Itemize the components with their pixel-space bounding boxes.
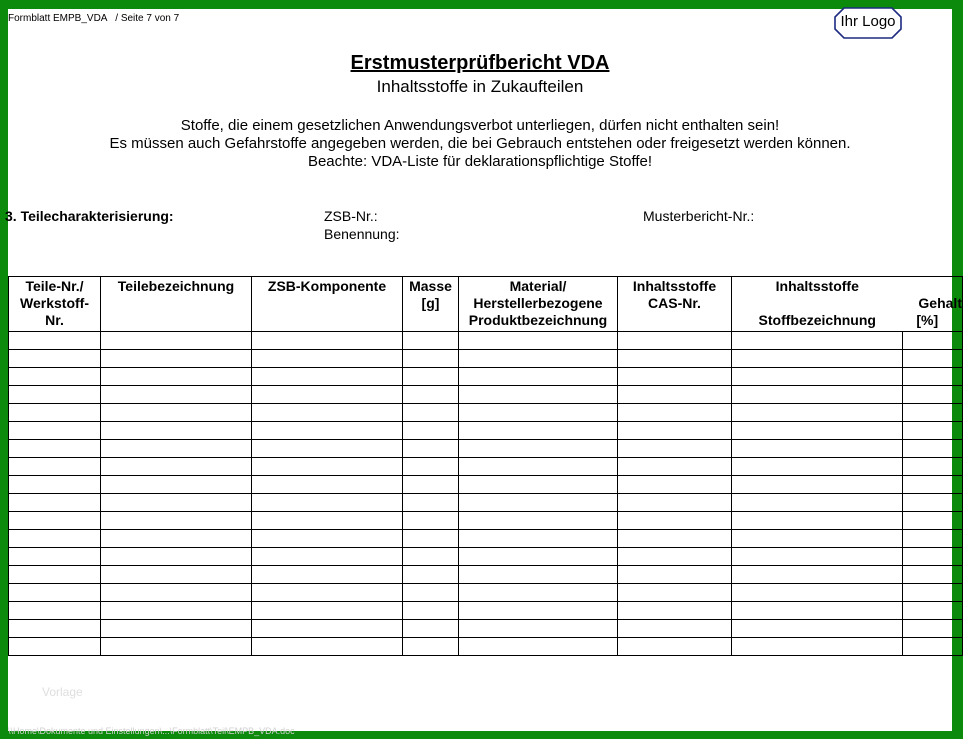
table-cell[interactable] [618, 440, 732, 458]
notice-line: Stoffe, die einem gesetzlichen Anwendungsverbot unterliegen, dürfen nicht enthalten sein! [180, 117, 780, 134]
table-cell[interactable] [9, 404, 101, 422]
table-cell[interactable] [252, 620, 403, 638]
table-cell[interactable] [459, 368, 618, 386]
table-cell[interactable] [252, 638, 403, 656]
table-cell[interactable] [903, 602, 963, 620]
table-cell[interactable] [403, 566, 459, 584]
table-cell[interactable] [9, 566, 101, 584]
table-cell[interactable] [101, 386, 252, 404]
table-row [9, 620, 963, 638]
table-cell[interactable] [618, 332, 732, 350]
table-cell[interactable] [903, 458, 963, 476]
table-cell[interactable] [903, 548, 963, 566]
table-cell[interactable] [403, 404, 459, 422]
table-cell[interactable] [9, 638, 101, 656]
table-cell[interactable] [618, 350, 732, 368]
table-cell[interactable] [9, 350, 101, 368]
table-cell[interactable] [101, 404, 252, 422]
table-cell[interactable] [732, 368, 903, 386]
table-cell[interactable] [732, 602, 903, 620]
table-cell[interactable] [9, 332, 101, 350]
table-cell[interactable] [252, 404, 403, 422]
form-sheet [5, 9, 962, 736]
table-cell[interactable] [459, 566, 618, 584]
table-cell[interactable] [459, 422, 618, 440]
col-header-mass: Masse [g] [403, 277, 459, 332]
table-cell[interactable] [459, 530, 618, 548]
table-cell[interactable] [903, 386, 963, 404]
col-header-substance-name: Inhaltsstoffe Stoffbezeichnung [732, 277, 903, 332]
document-subtitle: Inhaltsstoffe in Zukaufteilen [376, 77, 584, 96]
table-row [9, 638, 963, 656]
table-cell[interactable] [252, 458, 403, 476]
table-cell[interactable] [252, 548, 403, 566]
table-cell[interactable] [101, 368, 252, 386]
table-cell[interactable] [732, 494, 903, 512]
table-cell[interactable] [252, 476, 403, 494]
benennung-label: Benennung: [324, 226, 400, 242]
table-cell[interactable] [903, 530, 963, 548]
table-cell[interactable] [9, 458, 101, 476]
table-cell[interactable] [403, 332, 459, 350]
table-cell[interactable] [101, 638, 252, 656]
table-cell[interactable] [9, 584, 101, 602]
table-cell[interactable] [101, 458, 252, 476]
table-cell[interactable] [252, 386, 403, 404]
table-cell[interactable] [252, 530, 403, 548]
table-body [9, 332, 963, 656]
table-row [9, 350, 963, 368]
table-cell[interactable] [9, 530, 101, 548]
table-cell[interactable] [9, 620, 101, 638]
musterbericht-number-label: Musterbericht-Nr.: [643, 208, 755, 224]
table-cell[interactable] [101, 476, 252, 494]
table-cell[interactable] [9, 512, 101, 530]
table-cell[interactable] [732, 386, 903, 404]
table-cell[interactable] [459, 476, 618, 494]
table-cell[interactable] [403, 458, 459, 476]
table-cell[interactable] [9, 548, 101, 566]
table-cell[interactable] [903, 476, 963, 494]
table-cell[interactable] [618, 458, 732, 476]
col-header-part-name: Teilebezeichnung [101, 277, 252, 332]
table-cell[interactable] [101, 440, 252, 458]
table-row [9, 458, 963, 476]
table-cell[interactable] [252, 422, 403, 440]
table-cell[interactable] [732, 548, 903, 566]
zsb-number-label: ZSB-Nr.: [324, 208, 378, 224]
table-cell[interactable] [903, 620, 963, 638]
table-row [9, 512, 963, 530]
watermark: Vorlage [42, 685, 83, 699]
table-row [9, 566, 963, 584]
table-row [9, 476, 963, 494]
form-reference: Formblatt EMPB_VDA / Seite 7 von 7 [8, 13, 180, 24]
table-cell[interactable] [903, 368, 963, 386]
substances-table [8, 276, 963, 656]
table-cell[interactable] [732, 530, 903, 548]
table-cell[interactable] [903, 494, 963, 512]
table-cell[interactable] [459, 620, 618, 638]
table-cell[interactable] [618, 404, 732, 422]
table-cell[interactable] [101, 422, 252, 440]
table-row [9, 530, 963, 548]
table-cell[interactable] [618, 584, 732, 602]
table-cell[interactable] [618, 602, 732, 620]
file-path: \\Home\Dokumente und Einstellungen\...\Formblatt\Teil\EMPB_VDA.doc [8, 726, 295, 736]
table-cell[interactable] [732, 332, 903, 350]
table-row [9, 548, 963, 566]
table-cell[interactable] [101, 566, 252, 584]
table-cell[interactable] [403, 584, 459, 602]
table-cell[interactable] [101, 494, 252, 512]
table-cell[interactable] [459, 494, 618, 512]
table-cell[interactable] [732, 638, 903, 656]
col-header-cas-number: Inhaltsstoffe CAS-Nr. [618, 277, 732, 332]
table-cell[interactable] [403, 530, 459, 548]
table-cell[interactable] [459, 512, 618, 530]
table-cell[interactable] [459, 638, 618, 656]
table-cell[interactable] [252, 512, 403, 530]
table-cell[interactable] [618, 638, 732, 656]
table-cell[interactable] [403, 638, 459, 656]
notice-line: Es müssen auch Gefahrstoffe angegeben werden, die bei Gebrauch entstehen oder freigesetzt werden können. [109, 135, 851, 152]
table-cell[interactable] [403, 368, 459, 386]
table-cell[interactable] [459, 548, 618, 566]
table-row [9, 386, 963, 404]
table-cell[interactable] [459, 602, 618, 620]
table-cell[interactable] [732, 512, 903, 530]
table-cell[interactable] [459, 584, 618, 602]
table-row [9, 422, 963, 440]
table-cell[interactable] [732, 566, 903, 584]
table-cell[interactable] [618, 422, 732, 440]
table-cell[interactable] [101, 512, 252, 530]
table-cell[interactable] [403, 548, 459, 566]
table-cell[interactable] [403, 620, 459, 638]
table-cell[interactable] [252, 332, 403, 350]
table-cell[interactable] [618, 620, 732, 638]
table-cell[interactable] [403, 512, 459, 530]
table-cell[interactable] [903, 332, 963, 350]
table-cell[interactable] [252, 566, 403, 584]
table-cell[interactable] [459, 440, 618, 458]
table-row [9, 602, 963, 620]
table-cell[interactable] [252, 350, 403, 368]
table-row [9, 404, 963, 422]
table-cell[interactable] [732, 404, 903, 422]
notice-text [8, 117, 952, 171]
table-cell[interactable] [903, 404, 963, 422]
table-cell[interactable] [903, 638, 963, 656]
table-cell[interactable] [252, 602, 403, 620]
table-cell[interactable] [101, 350, 252, 368]
table-cell[interactable] [618, 494, 732, 512]
table-cell[interactable] [252, 584, 403, 602]
col-header-content-percent: Gehalt [%] [903, 277, 963, 332]
table-cell[interactable] [459, 386, 618, 404]
table-cell[interactable] [403, 602, 459, 620]
table-header-row [9, 277, 963, 332]
table-cell[interactable] [403, 494, 459, 512]
table-cell[interactable] [9, 386, 101, 404]
table-cell[interactable] [9, 440, 101, 458]
table-cell[interactable] [101, 584, 252, 602]
table-cell[interactable] [903, 584, 963, 602]
table-cell[interactable] [101, 332, 252, 350]
table-cell[interactable] [903, 566, 963, 584]
table-row [9, 494, 963, 512]
table-cell[interactable] [252, 494, 403, 512]
table-row [9, 584, 963, 602]
section-heading: 3. Teilecharakterisierung: [5, 208, 174, 224]
table-cell[interactable] [618, 548, 732, 566]
table-cell[interactable] [9, 422, 101, 440]
table-cell[interactable] [903, 512, 963, 530]
table-cell[interactable] [732, 440, 903, 458]
logo-text: Ihr Logo [840, 13, 896, 30]
table-cell[interactable] [732, 458, 903, 476]
notice-line: Beachte: VDA-Liste für deklarationspflichtige Stoffe! [307, 153, 653, 170]
table-cell[interactable] [618, 368, 732, 386]
table-cell[interactable] [618, 530, 732, 548]
table-cell[interactable] [732, 620, 903, 638]
table-cell[interactable] [9, 476, 101, 494]
table-cell[interactable] [459, 458, 618, 476]
col-header-material: Material/ Herstellerbezogene Produktbezeichnung [459, 277, 618, 332]
table-cell[interactable] [403, 350, 459, 368]
table-cell[interactable] [618, 476, 732, 494]
logo-placeholder [834, 7, 902, 39]
table-cell[interactable] [618, 512, 732, 530]
table-row [9, 368, 963, 386]
table-cell[interactable] [403, 422, 459, 440]
table-row [9, 332, 963, 350]
table-cell[interactable] [459, 350, 618, 368]
table-cell[interactable] [9, 368, 101, 386]
table-cell[interactable] [403, 386, 459, 404]
table-cell[interactable] [101, 548, 252, 566]
table-cell[interactable] [101, 620, 252, 638]
document-title: Erstmusterprüfbericht VDA [350, 52, 610, 74]
table-cell[interactable] [618, 386, 732, 404]
table-cell[interactable] [403, 476, 459, 494]
table-cell[interactable] [403, 440, 459, 458]
col-header-part-number: Teile-Nr./ Werkstoff- Nr. [9, 277, 101, 332]
table-cell[interactable] [732, 584, 903, 602]
table-cell[interactable] [732, 350, 903, 368]
table-cell[interactable] [903, 422, 963, 440]
table-cell[interactable] [252, 368, 403, 386]
table-cell[interactable] [252, 440, 403, 458]
table-cell[interactable] [903, 440, 963, 458]
table-cell[interactable] [618, 566, 732, 584]
table-cell[interactable] [101, 530, 252, 548]
table-cell[interactable] [903, 350, 963, 368]
table-cell[interactable] [101, 602, 252, 620]
table-row [9, 440, 963, 458]
table-cell[interactable] [459, 332, 618, 350]
table-cell[interactable] [732, 422, 903, 440]
table-cell[interactable] [459, 404, 618, 422]
table-cell[interactable] [9, 494, 101, 512]
table-cell[interactable] [9, 602, 101, 620]
table-cell[interactable] [732, 476, 903, 494]
col-header-assembly-component: ZSB-Komponente [252, 277, 403, 332]
